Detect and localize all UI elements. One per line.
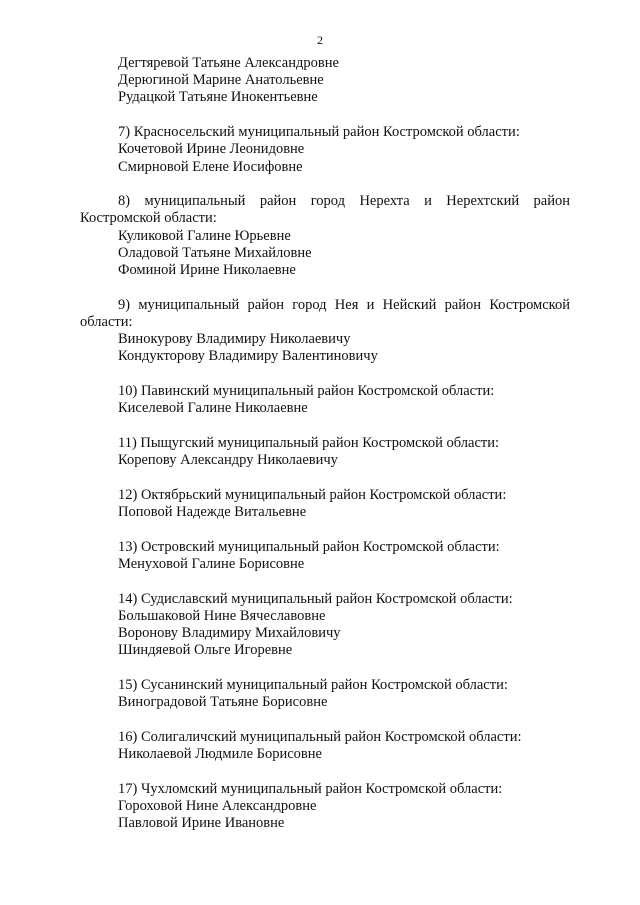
district-heading: 13) Островский муниципальный район Костромской области: — [118, 538, 500, 555]
district-section-8 — [80, 193, 570, 279]
page-number: 2 — [317, 33, 323, 47]
person-name: Винокурову Владимиру Николаевичу — [118, 331, 351, 348]
name-list — [80, 452, 570, 469]
document-body — [80, 55, 570, 850]
district-section-9 — [80, 297, 570, 366]
district-heading: 9) муниципальный район город Нея и Нейский район Костромской области: — [80, 296, 570, 330]
person-name: Кочетовой Ирине Леонидовне — [118, 141, 305, 158]
person-name: Кондукторову Владимиру Валентиновичу — [118, 348, 378, 365]
person-name: Большаковой Нине Вячеславовне — [118, 607, 326, 624]
district-section-13 — [80, 539, 570, 573]
name-list — [80, 746, 570, 763]
district-heading: 16) Солигаличский муниципальный район Костромской области: — [118, 728, 522, 745]
person-name: Дегтяревой Татьяне Александровне — [118, 55, 339, 71]
district-heading: 7) Красносельский муниципальный район Костромской области: — [118, 124, 520, 141]
person-name: Куликовой Галине Юрьевне — [118, 227, 291, 244]
district-section-15 — [80, 677, 570, 711]
district-heading: 15) Сусанинский муниципальный район Костромской области: — [118, 676, 508, 693]
district-heading: 17) Чухломский муниципальный район Костромской области: — [118, 780, 503, 797]
name-list — [80, 400, 570, 417]
district-section-12 — [80, 487, 570, 521]
district-section-17 — [80, 781, 570, 833]
person-name: Поповой Надежде Витальевне — [118, 504, 307, 521]
person-name: Гороховой Нине Александровне — [118, 798, 317, 814]
district-heading: 14) Судиславский муниципальный район Костромской области: — [118, 590, 513, 607]
name-list — [80, 141, 570, 175]
name-list — [80, 504, 570, 521]
person-name: Корепову Александру Николаевичу — [118, 452, 338, 469]
district-section-16 — [80, 729, 570, 763]
district-section-7 — [80, 124, 570, 176]
name-list — [80, 55, 570, 107]
district-heading: 12) Октябрьский муниципальный район Костромской области: — [118, 486, 507, 503]
person-name: Смирновой Елене Иосифовне — [118, 158, 303, 175]
person-name: Шиндяевой Ольге Игоревне — [118, 642, 293, 659]
person-name: Фоминой Ирине Николаевне — [118, 262, 296, 279]
person-name: Дерюгиной Марине Анатольевне — [118, 72, 324, 89]
name-list — [80, 556, 570, 573]
district-heading: 11) Пыщугский муниципальный район Костромской области: — [118, 434, 500, 451]
person-name: Воронову Владимиру Михайловичу — [118, 625, 341, 642]
district-section-10 — [80, 383, 570, 417]
name-list — [80, 798, 570, 832]
district-section-11 — [80, 435, 570, 469]
name-list — [80, 694, 570, 711]
person-name: Киселевой Галине Николаевне — [118, 400, 308, 417]
district-heading: 8) муниципальный район город Нерехта и Нерехтский район Костромской области: — [80, 193, 570, 227]
person-name: Рудацкой Татьяне Инокентьевне — [118, 89, 318, 106]
person-name: Оладовой Татьяне Михайловне — [118, 244, 312, 261]
continuation-list — [80, 55, 570, 107]
person-name: Виноградовой Татьяне Борисовне — [118, 694, 328, 711]
district-section-14 — [80, 591, 570, 660]
name-list — [80, 331, 570, 365]
name-list — [80, 608, 570, 660]
district-heading: 10) Павинский муниципальный район Костромской области: — [118, 383, 495, 400]
name-list — [80, 228, 570, 280]
person-name: Николаевой Людмиле Борисовне — [118, 746, 322, 763]
person-name: Менуховой Галине Борисовне — [118, 555, 305, 572]
person-name: Павловой Ирине Ивановне — [118, 815, 285, 832]
